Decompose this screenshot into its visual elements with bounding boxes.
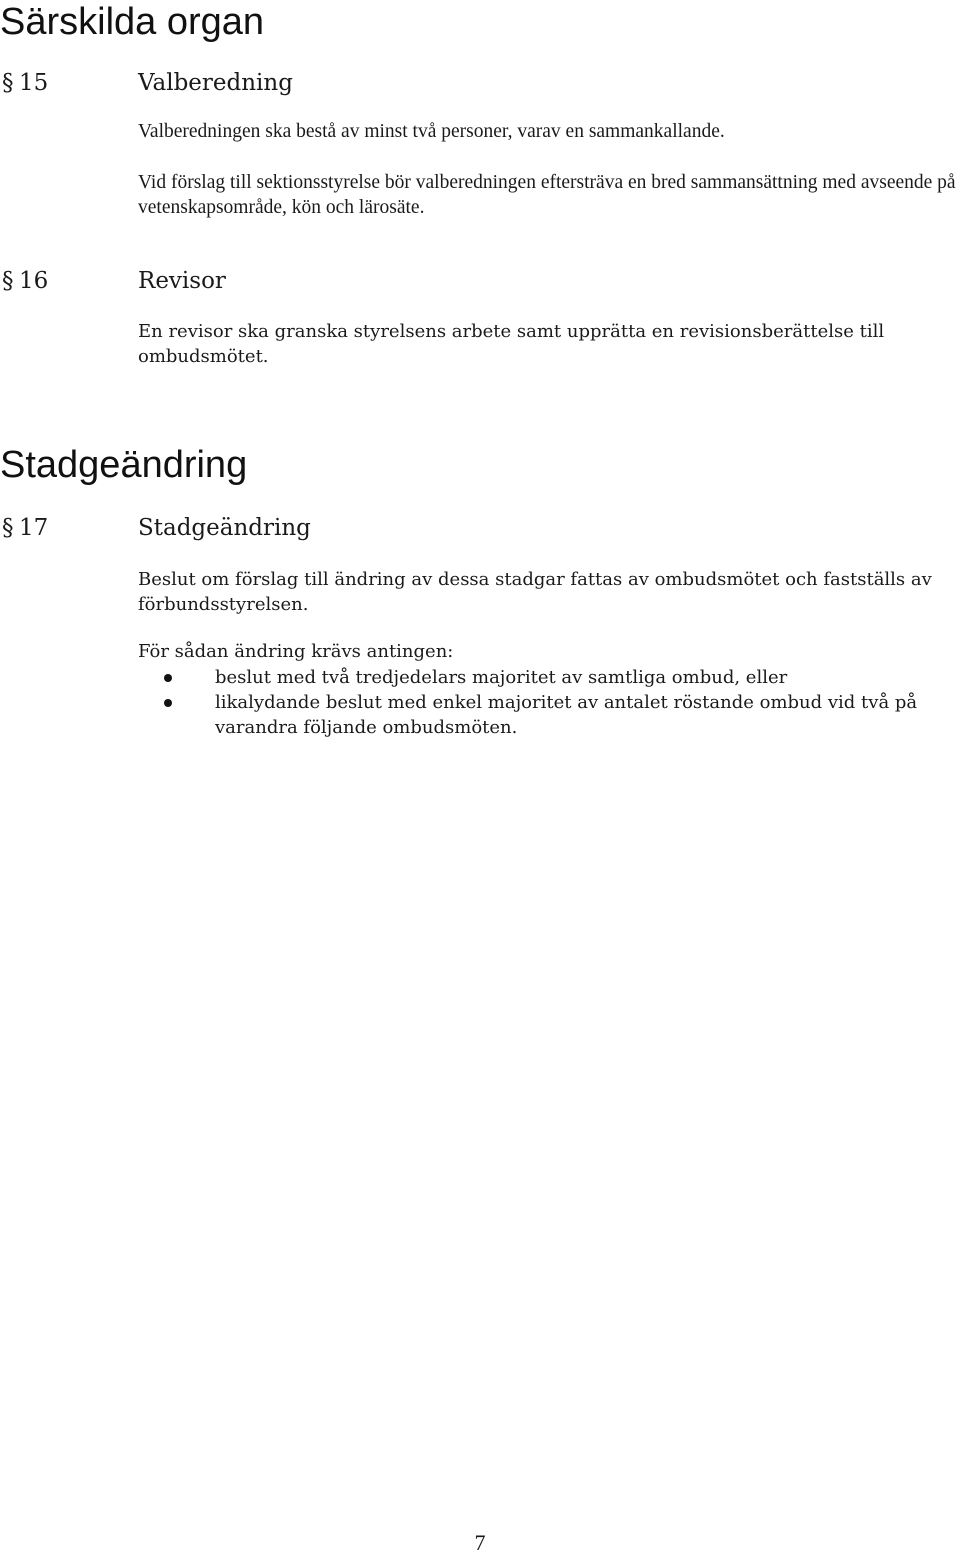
bullet-icon <box>164 699 172 707</box>
paragraph-15-text-2: Vid förslag till sektionsstyrelse bör valberedningen eftersträva en bred sammansättning med avseende på vetenskapsområde, kön och lärosäte. <box>138 172 956 218</box>
list-item-text: beslut med två tredjedelars majoritet av samtliga ombud, eller <box>215 667 788 688</box>
list-item <box>138 690 958 740</box>
list-item-text: likalydande beslut med enkel majoritet av antalet röstande ombud vid två på varandra följande ombudsmöten. <box>215 692 918 738</box>
section-symbol: § <box>2 70 14 96</box>
paragraph-number: 16 <box>19 268 49 294</box>
section-heading-sarskilda-organ: Särskilda organ <box>0 1 265 43</box>
paragraph-number: 15 <box>19 70 49 96</box>
paragraph-17-text-2: För sådan ändring krävs antingen: <box>138 641 454 662</box>
bullet-list <box>138 665 958 740</box>
paragraph-15-text-1: Valberedningen ska bestå av minst två personer, varav en sammankallande. <box>138 121 725 142</box>
section-symbol: § <box>2 268 14 294</box>
paragraph-16-text-1: En revisor ska granska styrelsens arbete samt upprätta en revisionsberättelse till ombudsmötet. <box>138 321 885 367</box>
paragraph-title: Valberedning <box>138 70 293 96</box>
section-symbol: § <box>2 515 14 541</box>
list-item <box>138 665 958 690</box>
section-heading-stadgeandring: Stadgeändring <box>0 444 248 486</box>
paragraph-title: Stadgeändring <box>138 515 311 541</box>
paragraph-17-text-1: Beslut om förslag till ändring av dessa stadgar fattas av ombudsmötet och fastställs av förbundsstyrelsen. <box>138 569 932 615</box>
page-number: 7 <box>474 1530 486 1555</box>
bullet-icon <box>164 674 172 682</box>
paragraph-title: Revisor <box>138 268 226 294</box>
paragraph-number: 17 <box>19 515 49 541</box>
